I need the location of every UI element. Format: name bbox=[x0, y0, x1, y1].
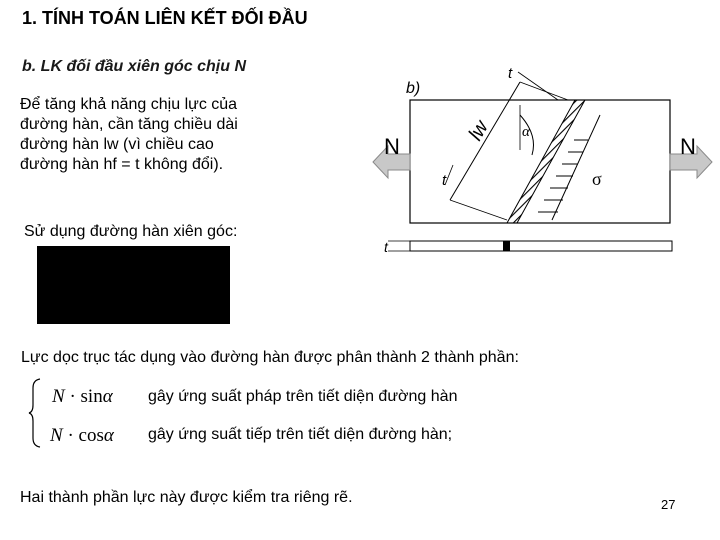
paragraph-line: đường hàn, cần tăng chiều dài bbox=[20, 116, 238, 133]
plate-outline bbox=[410, 100, 670, 223]
formula-image-placeholder bbox=[37, 246, 230, 324]
component-description-shear: gây ứng suất tiếp trên tiết diện đường hàn; bbox=[148, 426, 453, 443]
inclined-weld-label: Sử dụng đường hàn xiên góc: bbox=[24, 223, 238, 240]
component-formula-cos: N · cosα bbox=[50, 425, 114, 446]
axial-force-text: Lực dọc trục tác dụng vào đường hàn được phân thành 2 thành phần: bbox=[21, 349, 519, 366]
force-right-label: N bbox=[680, 134, 696, 159]
component-formula-sin: N · sinα bbox=[52, 386, 113, 407]
brace-icon bbox=[28, 378, 42, 448]
weld-length-label: lw bbox=[464, 117, 493, 145]
plate-cross-section bbox=[410, 241, 672, 251]
paragraph-line: đường hàn hf = t không đổi). bbox=[20, 156, 224, 173]
slide-title: 1. TÍNH TOÁN LIÊN KẾT ĐỐI ĐẦU bbox=[22, 8, 308, 28]
angle-label: α bbox=[522, 124, 530, 140]
panel-label: b) bbox=[406, 80, 421, 97]
inclined-butt-weld-diagram bbox=[370, 60, 715, 260]
thickness-left-label: t bbox=[442, 172, 447, 189]
weld-section-mark bbox=[503, 241, 510, 251]
thickness-top-label: t bbox=[508, 65, 513, 82]
conclusion-text: Hai thành phần lực này được kiểm tra riêng rẽ. bbox=[20, 489, 353, 506]
slide-subtitle: b. LK đối đầu xiên góc chịu N bbox=[22, 58, 247, 75]
stress-arrows bbox=[538, 140, 588, 212]
intro-paragraph bbox=[20, 95, 310, 175]
component-description-normal: gây ứng suất pháp trên tiết diện đường hàn bbox=[148, 388, 458, 405]
thickness-bottom-label: t bbox=[384, 239, 388, 255]
paragraph-line: đường hàn lw (vì chiều cao bbox=[20, 136, 214, 153]
force-left-label: N bbox=[384, 134, 400, 159]
paragraph-line: Để tăng khả năng chịu lực của bbox=[20, 96, 238, 113]
stress-label: σ bbox=[592, 169, 602, 189]
page-number: 27 bbox=[661, 497, 676, 512]
inclined-weld bbox=[507, 100, 585, 223]
